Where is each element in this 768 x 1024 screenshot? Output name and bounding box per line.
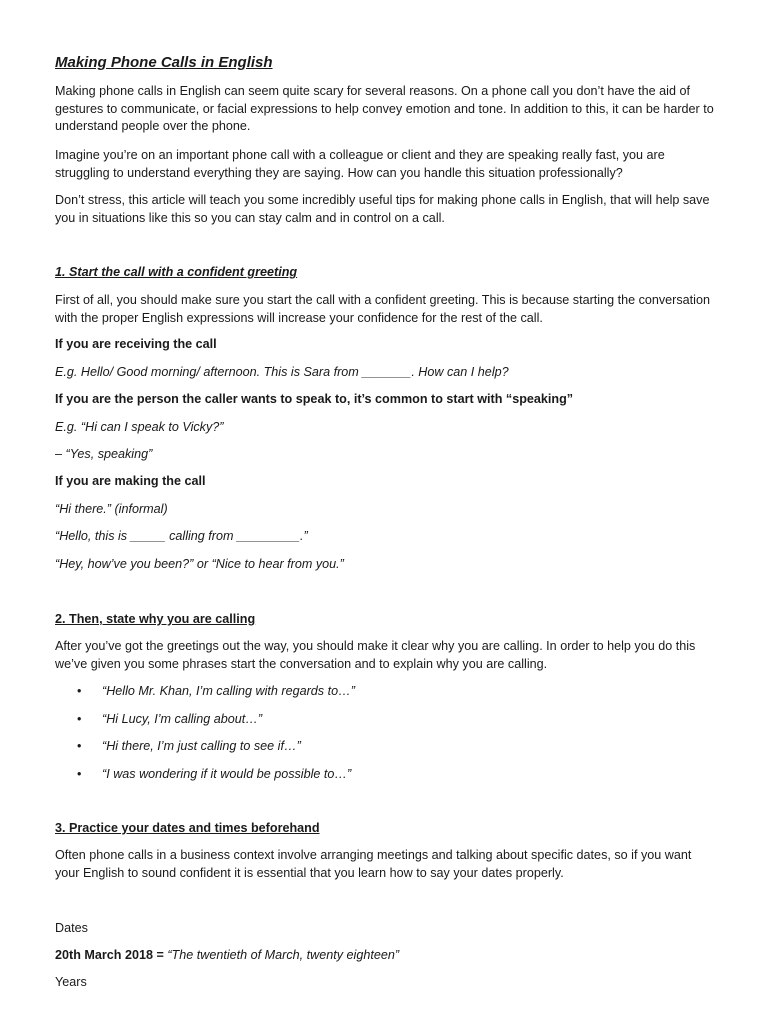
list-item	[55, 711, 355, 739]
receiving-call-label: If you are receiving the call	[55, 337, 217, 351]
section-2-heading: 2. Then, state why you are calling	[55, 612, 256, 626]
section-3-heading: 3. Practice your dates and times beforehand	[55, 821, 320, 835]
bullet-icon: •	[77, 684, 82, 698]
making-call-example-2: “Hello, this is _____ calling from _________.”	[55, 529, 308, 543]
list-item-text: “Hello Mr. Khan, I’m calling with regards to…”	[102, 684, 355, 698]
list-item	[55, 683, 355, 711]
list-item	[55, 738, 355, 766]
making-call-example-1: “Hi there.” (informal)	[55, 502, 168, 516]
list-item-text: “I was wondering if it would be possible to…”	[102, 766, 352, 781]
bullet-icon: •	[77, 766, 82, 781]
list-item-text: “Hi Lucy, I’m calling about…”	[102, 711, 263, 726]
dates-label: Dates	[55, 921, 88, 935]
document-title: Making Phone Calls in English	[55, 54, 273, 71]
intro-paragraph-1: Making phone calls in English can seem quite scary for several reasons. On a phone call you don’t have the aid of gestures to communicate, or facial expressions to help convey emotion and tone. In addition to this, it can be harder to understand people over the phone.	[55, 84, 714, 133]
bullet-icon: •	[77, 739, 82, 753]
intro-paragraph-2: Imagine you’re on an important phone call with a colleague or client and they are speaking really fast, you are struggling to understand everything they are saying. How can you handle this situation professionally?	[55, 148, 665, 180]
making-call-label: If you are making the call	[55, 474, 206, 488]
bullet-icon: •	[77, 711, 82, 726]
list-item-text: “Hi there, I’m just calling to see if…”	[102, 739, 301, 753]
list-item	[55, 766, 355, 794]
section-1-paragraph: First of all, you should make sure you start the call with a confident greeting. This is because starting the conversation with the proper English expressions will increase your confidence for the rest of the call.	[55, 293, 710, 325]
receiving-call-example: E.g. Hello/ Good morning/ afternoon. This is Sara from _______. How can I help?	[55, 365, 509, 379]
person-called-example-1: E.g. “Hi can I speak to Vicky?”	[55, 420, 224, 434]
section-3-paragraph: Often phone calls in a business context involve arranging meetings and talking about specific dates, so if you want your English to sound confident it is essential that you learn how to say your dates properly.	[55, 848, 692, 880]
making-call-example-3: “Hey, how’ve you been?” or “Nice to hear from you.”	[55, 557, 344, 571]
date-example-spoken: “The twentieth of March, twenty eighteen”	[167, 948, 400, 962]
section-1-heading: 1. Start the call with a confident greeting	[55, 265, 298, 279]
person-called-label: If you are the person the caller wants to speak to, it’s common to start with “speaking”	[55, 392, 574, 406]
date-example	[55, 947, 715, 965]
section-2-paragraph: After you’ve got the greetings out the way, you should make it clear why you are calling. In order to help you do this we’ve given you some phrases start the conversation and to explain why you are calling.	[55, 639, 696, 671]
phrase-list	[55, 683, 355, 793]
person-called-example-2: – “Yes, speaking”	[55, 447, 153, 461]
intro-paragraph-3: Don’t stress, this article will teach you some incredibly useful tips for making phone calls in English, that will help save you in situations like this so you can stay calm and in control on a call.	[55, 193, 710, 225]
years-label: Years	[55, 975, 87, 989]
date-example-numeric: 20th March 2018 =	[55, 948, 168, 962]
